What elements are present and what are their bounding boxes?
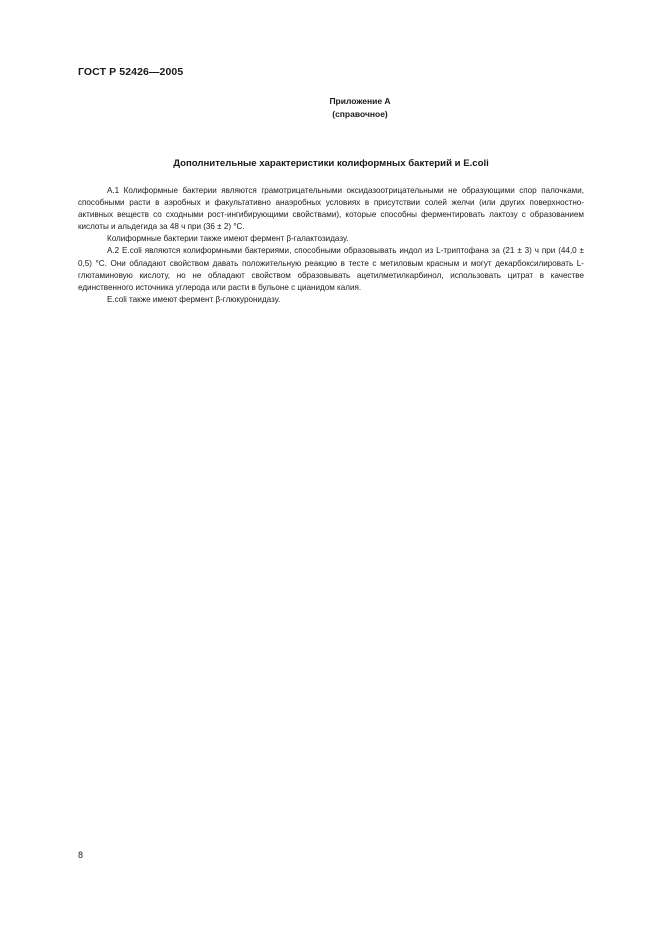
paragraph-a2-enzyme: E.coli также имеют фермент β-глюкуронидазу. [107,294,281,304]
body-text [78,185,584,306]
appendix-type: (справочное) [332,109,388,119]
section-title: Дополнительные характеристики колиформных бактерий и E.coli [173,158,489,169]
paragraph-a2: А.2 E.coli являются колиформными бактериями, способными образовывать индол из L-триптофана за (21 ± 3) ч при (44,0 ± 0,5) °С. Они обладают свойством давать положительную реакцию в тесте с метиловым красным и могут декарбоксилировать L-глютаминовую кислоту, но не обладают свойством образовывать ацетилметилкарбинол, использовать цитрат в качестве единственного источника углерода или расти в бульоне с цианидом калия. [78,246,584,292]
page-number: 8 [78,850,84,860]
paragraph-a1-enzyme: Колиформные бактерии также имеют фермент β-галактозидазу. [107,234,349,244]
appendix-heading [260,95,460,121]
appendix-label: Приложение А [329,96,391,106]
paragraph-a1: А.1 Колиформные бактерии являются грамотрицательными оксидазоотрицательными не образующими спор палочками, способными расти в аэробных и факультативно анаэробных условиях в присутствии солей желчи (или других поверхностно-активных веществ со сходными рост-ингибирующими свойствами), которые способны ферментировать лактозу с образованием кислоты и альдегида за 48 ч при (36 ± 2) °С. [78,186,584,232]
document-header: ГОСТ Р 52426—2005 [78,66,184,78]
